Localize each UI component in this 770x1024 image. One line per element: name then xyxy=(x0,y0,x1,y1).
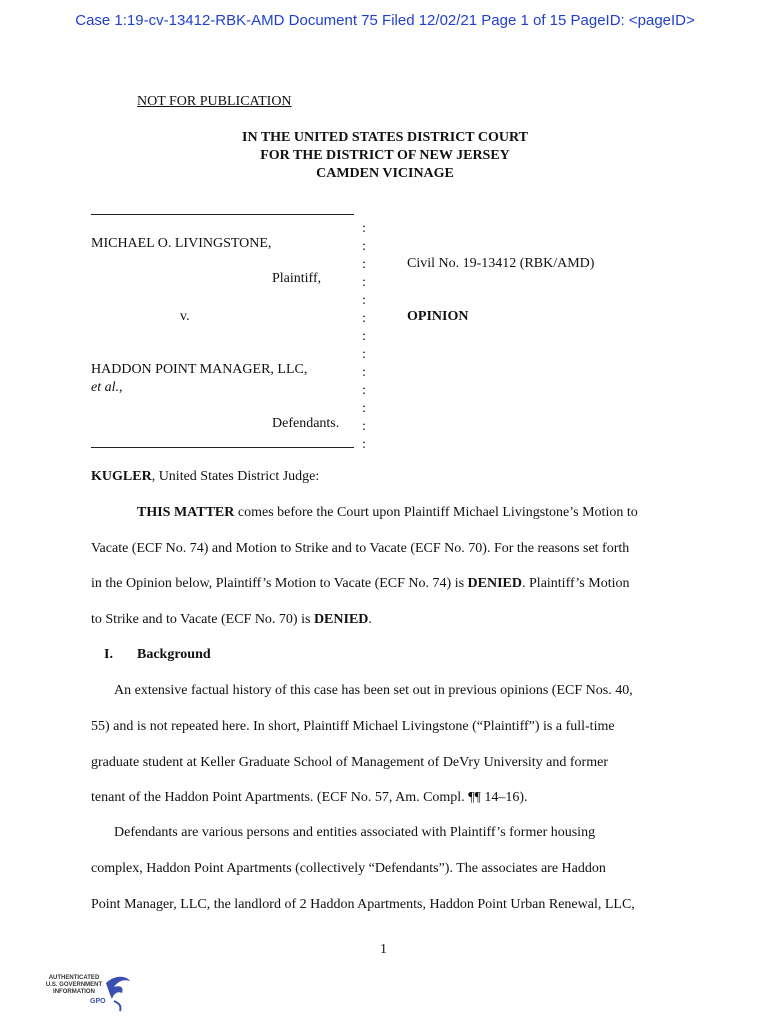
plaintiff-name: MICHAEL O. LIVINGSTONE, xyxy=(91,236,272,251)
para1-line-4: tenant of the Haddon Point Apartments. (ECF No. 57, Am. Compl. ¶¶ 14–16). xyxy=(91,790,528,805)
gpo-logo-text: AUTHENTICATED U.S. GOVERNMENT INFORMATION xyxy=(45,975,103,995)
para1-line-2: 55) and is not repeated here. In short, Plaintiff Michael Livingstone (“Plaintiff”) is a full-time xyxy=(91,719,615,734)
intro-line-4: to Strike and to Vacate (ECF No. 70) is DENIED. xyxy=(91,612,372,627)
para1-line-1: An extensive factual history of this case has been set out in previous opinions (ECF Nos. 40, xyxy=(114,683,633,698)
publication-notice: NOT FOR PUBLICATION xyxy=(137,94,292,109)
section-title: Background xyxy=(137,647,211,662)
eagle-icon xyxy=(102,973,134,1013)
case-header: Case 1:19-cv-13412-RBK-AMD Document 75 Filed 12/02/21 Page 1 of 15 PageID: <pageID> xyxy=(75,12,695,29)
judge-line: KUGLER, United States District Judge: xyxy=(91,469,320,484)
plaintiff-role: Plaintiff, xyxy=(272,271,322,286)
defendant-name: HADDON POINT MANAGER, LLC, xyxy=(91,362,308,377)
intro-line-2: Vacate (ECF No. 74) and Motion to Strike and to Vacate (ECF No. 70). For the reasons set forth xyxy=(91,541,630,556)
gpo-label: GPO xyxy=(90,998,106,1005)
versus: v. xyxy=(180,309,190,324)
para1-line-3: graduate student at Keller Graduate School of Management of DeVry University and former xyxy=(91,755,608,770)
civil-number: Civil No. 19-13412 (RBK/AMD) xyxy=(407,256,595,271)
document-type: OPINION xyxy=(407,309,469,324)
defendant-role: Defendants. xyxy=(272,416,340,431)
intro-line-1: THIS MATTER comes before the Court upon Plaintiff Michael Livingstone’s Motion to xyxy=(137,505,638,520)
court-line-1: IN THE UNITED STATES DISTRICT COURT xyxy=(242,130,528,145)
caption-top-rule xyxy=(91,214,354,215)
court-line-3: CAMDEN VICINAGE xyxy=(316,166,454,181)
gpo-authentication-logo xyxy=(40,973,135,1015)
section-numeral: I. xyxy=(104,647,113,662)
intro-line-3: in the Opinion below, Plaintiff’s Motion to Vacate (ECF No. 74) is DENIED. Plaintiff’s Motion xyxy=(91,576,630,591)
para2-line-1: Defendants are various persons and entities associated with Plaintiff’s former housing xyxy=(114,825,596,840)
para2-line-2: complex, Haddon Point Apartments (collectively “Defendants”). The associates are Haddon xyxy=(91,861,606,876)
page-number: 1 xyxy=(380,942,387,957)
defendant-etal: et al., xyxy=(91,380,123,395)
caption-bottom-rule xyxy=(91,447,354,448)
court-line-2: FOR THE DISTRICT OF NEW JERSEY xyxy=(260,148,510,163)
para2-line-3: Point Manager, LLC, the landlord of 2 Haddon Apartments, Haddon Point Urban Renewal, LLC, xyxy=(91,897,635,912)
